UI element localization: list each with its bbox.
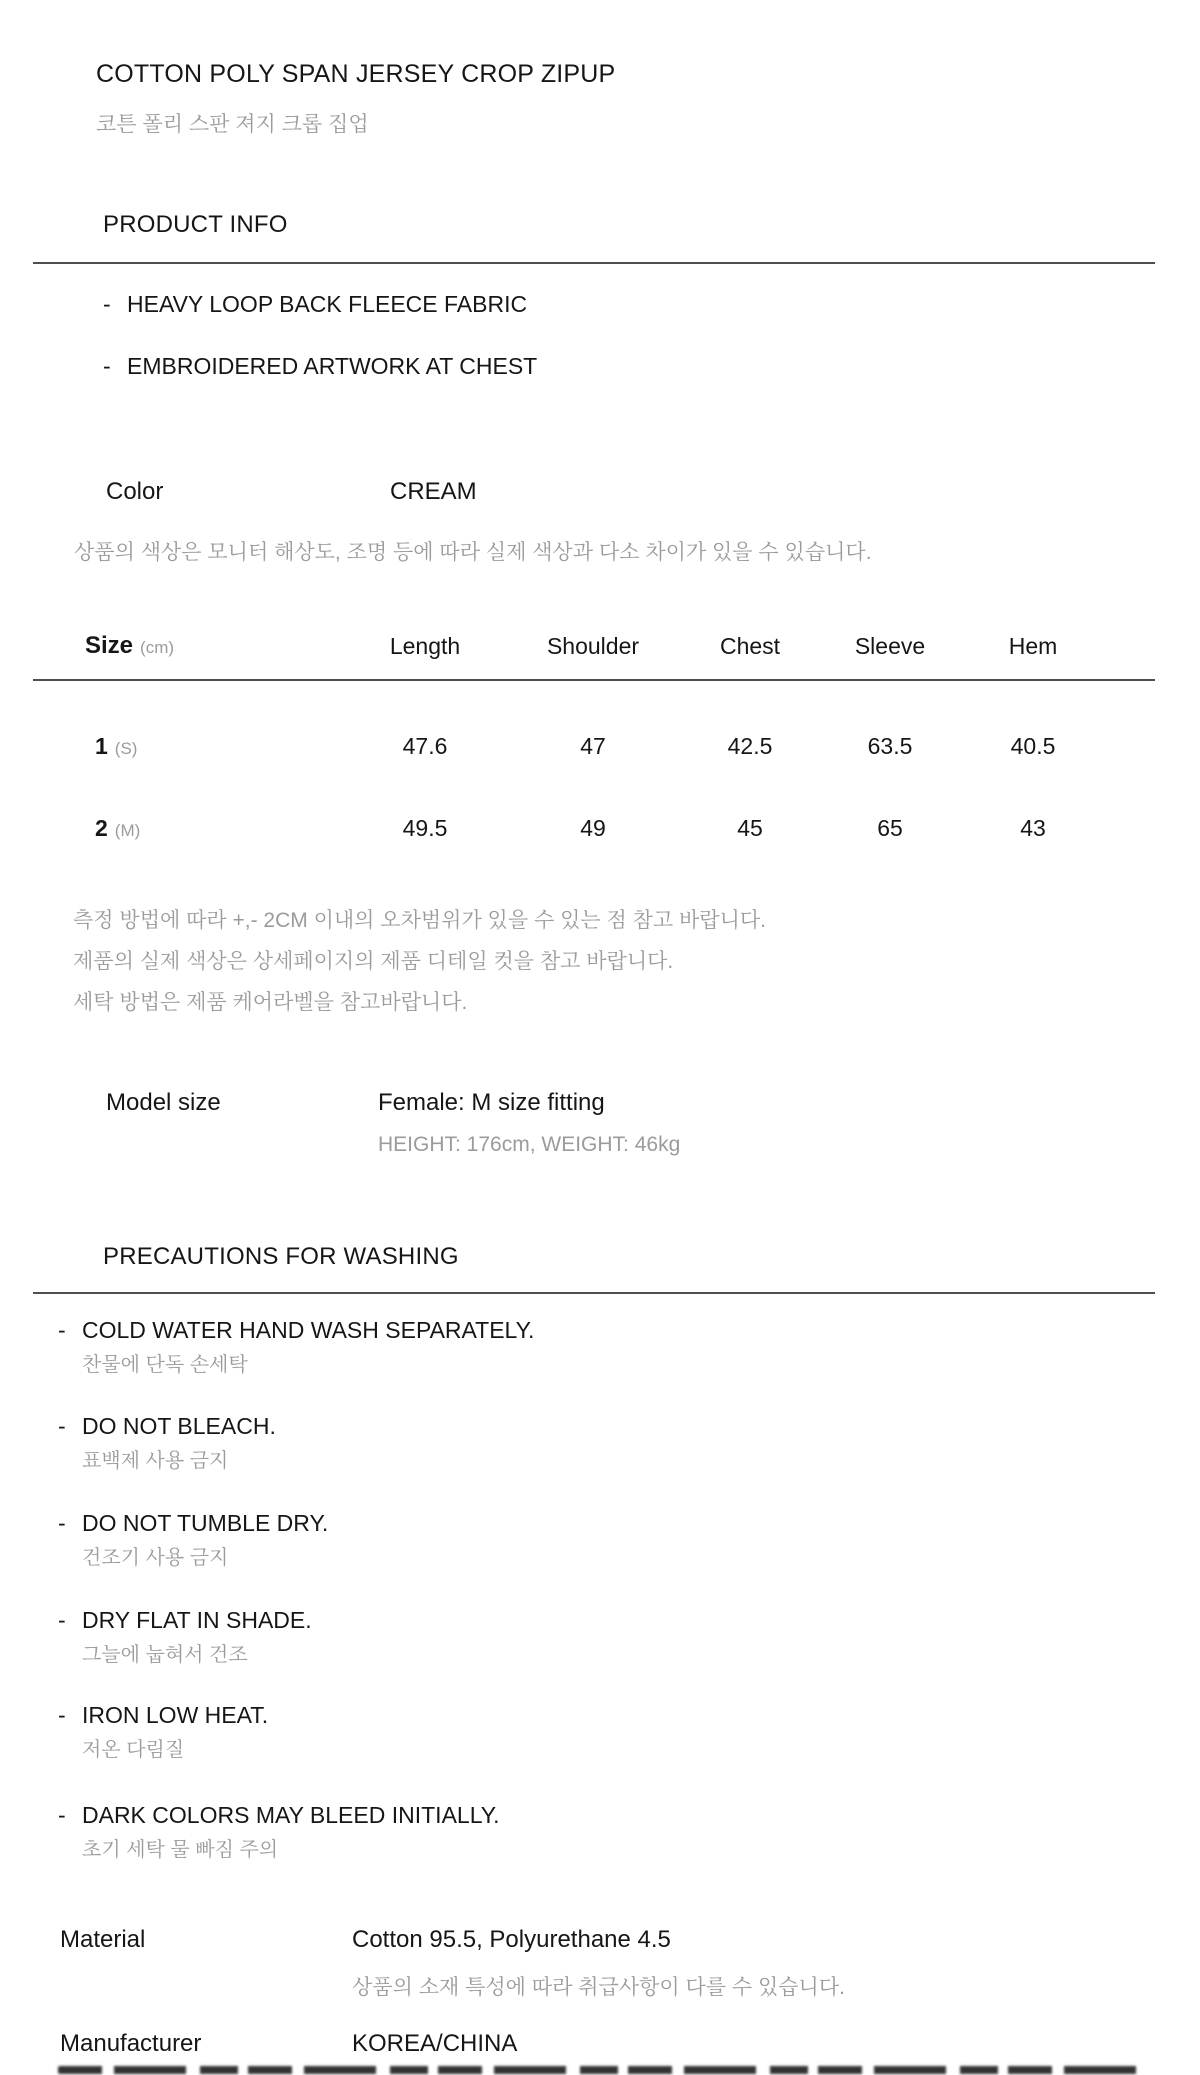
column-header-sleeve: Sleeve xyxy=(854,633,926,659)
washing-item-text-en: - IRON LOW HEAT. xyxy=(58,1702,269,1728)
size-table-label xyxy=(85,631,174,663)
size-cell: 42.5 xyxy=(727,733,773,759)
product-info-heading: PRODUCT INFO xyxy=(103,211,288,238)
section-divider xyxy=(33,262,1155,264)
size-cell: 49.5 xyxy=(402,815,448,841)
washing-item xyxy=(58,1606,312,1667)
size-cell: 63.5 xyxy=(867,733,913,759)
color-disclaimer: 상품의 색상은 모니터 해상도, 조명 등에 따라 실제 색상과 다소 차이가 있을 수 있습니다. xyxy=(74,541,872,564)
manufacturer-label: Manufacturer xyxy=(60,2030,202,2057)
dash-bullet: - xyxy=(58,1802,66,1828)
product-info-item xyxy=(103,352,537,380)
product-title-korean: 코튼 폴리 스판 져지 크롭 집업 xyxy=(96,113,369,136)
washing-item-text-ko: 초기 세탁 물 빠짐 주의 xyxy=(82,1839,279,1861)
model-size-fitting: Female: M size fitting xyxy=(378,1089,605,1116)
washing-item xyxy=(58,1701,268,1762)
color-label: Color xyxy=(106,478,164,505)
material-value: Cotton 95.5, Polyurethane 4.5 xyxy=(352,1926,671,1953)
dash-bullet: - xyxy=(58,1317,66,1343)
product-title: COTTON POLY SPAN JERSEY CROP ZIPUP xyxy=(96,60,616,88)
size-note-line: 제품의 실제 색상은 상세페이지의 제품 디테일 컷을 참고 바랍니다. xyxy=(73,950,674,973)
dash-bullet: - xyxy=(103,353,111,379)
size-row-number: 2 xyxy=(95,815,108,841)
size-cell: 43 xyxy=(1020,815,1046,841)
product-info-item xyxy=(103,290,527,318)
cutoff-text-strip xyxy=(58,2066,1142,2074)
dash-bullet: - xyxy=(58,1702,66,1728)
model-size-stats: HEIGHT: 176cm, WEIGHT: 46kg xyxy=(378,1133,681,1156)
product-info-item-text: EMBROIDERED ARTWORK AT CHEST xyxy=(127,353,538,379)
color-value: CREAM xyxy=(390,478,477,505)
size-note-line: 측정 방법에 따라 +,- 2CM 이내의 오차범위가 있을 수 있는 점 참고 바랍니다. xyxy=(73,909,766,932)
washing-heading: PRECAUTIONS FOR WASHING xyxy=(103,1243,459,1270)
column-header-chest: Chest xyxy=(719,633,781,659)
washing-item xyxy=(58,1316,534,1377)
column-header-hem: Hem xyxy=(1008,633,1058,659)
column-header-length: Length xyxy=(389,633,461,659)
size-label: Size xyxy=(85,632,134,659)
washing-item-text-en: - DO NOT BLEACH. xyxy=(58,1413,276,1439)
size-unit-label: (cm) xyxy=(140,638,175,657)
section-divider xyxy=(33,1292,1155,1294)
washing-item-text-ko: 건조기 사용 금지 xyxy=(82,1547,229,1569)
washing-item-text-ko: 그늘에 눕혀서 건조 xyxy=(82,1644,248,1666)
model-size-label: Model size xyxy=(106,1089,221,1116)
size-note-line: 세탁 방법은 제품 케어라벨을 참고바랍니다. xyxy=(73,991,468,1014)
size-cell: 65 xyxy=(877,815,903,841)
material-label: Material xyxy=(60,1926,146,1953)
product-info-item-text: HEAVY LOOP BACK FLEECE FABRIC xyxy=(127,291,528,317)
dash-bullet: - xyxy=(103,291,111,317)
size-row-number: 1 xyxy=(95,733,108,759)
size-row-label xyxy=(95,814,140,845)
size-notes xyxy=(73,900,766,1023)
dash-bullet: - xyxy=(58,1413,66,1439)
washing-item xyxy=(58,1801,500,1862)
size-cell: 40.5 xyxy=(1010,733,1056,759)
washing-item-text-en: - DRY FLAT IN SHADE. xyxy=(58,1607,312,1633)
size-cell: 49 xyxy=(580,815,606,841)
dash-bullet: - xyxy=(58,1607,66,1633)
size-cell: 45 xyxy=(737,815,763,841)
manufacturer-value: KOREA/CHINA xyxy=(352,2030,518,2057)
washing-item-text-en: - DARK COLORS MAY BLEED INITIALLY. xyxy=(58,1802,500,1828)
size-row-tag: (M) xyxy=(114,821,141,840)
washing-item-text-en: - COLD WATER HAND WASH SEPARATELY. xyxy=(58,1317,535,1343)
size-cell: 47 xyxy=(580,733,606,759)
section-divider xyxy=(33,679,1155,681)
column-header-shoulder: Shoulder xyxy=(546,633,640,659)
material-note: 상품의 소재 특성에 따라 취급사항이 다를 수 있습니다. xyxy=(352,1976,845,1999)
washing-item-text-en: - DO NOT TUMBLE DRY. xyxy=(58,1510,329,1536)
size-row-tag: (S) xyxy=(114,739,138,758)
washing-item-text-ko: 저온 다림질 xyxy=(82,1739,185,1761)
washing-item-text-ko: 표백제 사용 금지 xyxy=(82,1450,229,1472)
washing-item xyxy=(58,1509,328,1570)
size-row-label xyxy=(95,732,137,763)
washing-item xyxy=(58,1412,276,1473)
washing-item-text-ko: 찬물에 단독 손세탁 xyxy=(82,1354,248,1376)
size-cell: 47.6 xyxy=(402,733,448,759)
dash-bullet: - xyxy=(58,1510,66,1536)
